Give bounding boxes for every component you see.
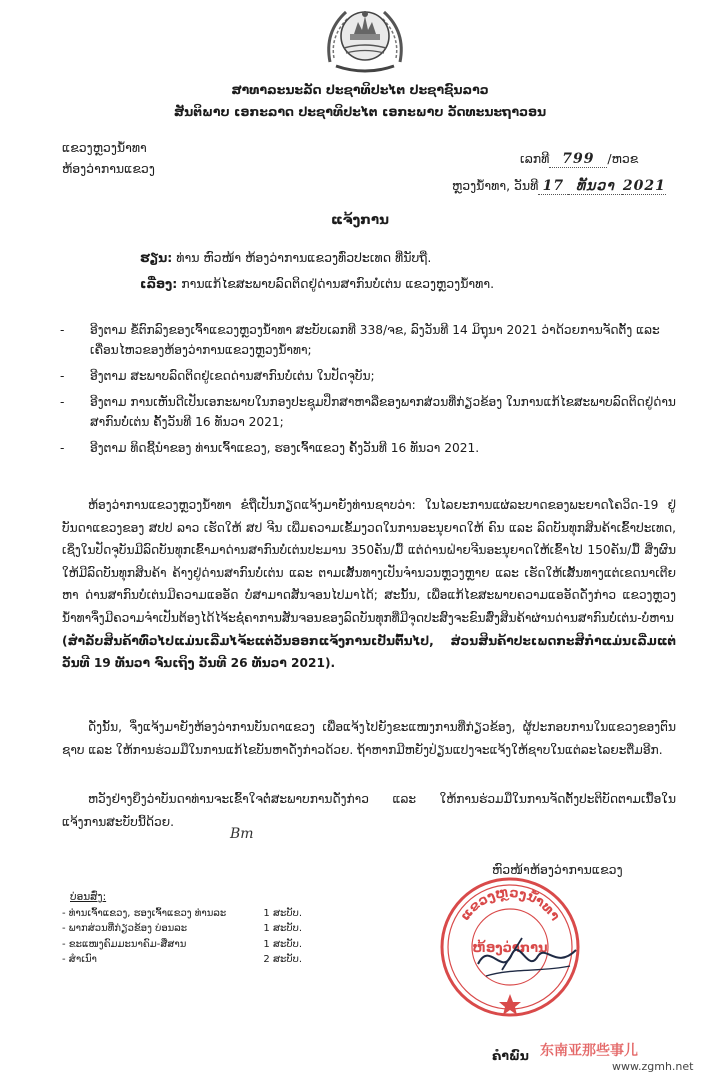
lao-national-emblem-icon bbox=[322, 2, 408, 78]
document-number bbox=[520, 151, 638, 168]
date-month: ທັນວາ bbox=[575, 178, 615, 194]
distribution-item: - ພາກສ່ວນທີ່ກ່ຽວຂ້ອງ ບ່ອນລະ 1 ສະບັບ. bbox=[62, 923, 302, 934]
place-date bbox=[452, 178, 666, 195]
country-name: ສາທາລະນະລັດ ປະຊາທິປະໄຕ ປະຊາຊົນລາວ bbox=[231, 82, 489, 97]
subject-text: ການແກ້ໄຂສະພາບລົດຕິດຢູ່ດ່ານສາກົນບໍ່ເຕ່ນ ແຂວງຫຼວງນ້ຳທາ. bbox=[181, 276, 495, 291]
sender-province: ແຂວງຫຼວງນ້ຳທາ bbox=[62, 140, 147, 155]
handwritten-signature bbox=[472, 930, 582, 990]
watermark-site: www.zgmh.net bbox=[612, 1060, 694, 1073]
signatory-title: ຫົວໜ້າຫ້ອງວ່າການແຂວງ bbox=[492, 862, 623, 877]
date-year: 2021 bbox=[622, 178, 666, 194]
watermark-text: 东南亚那些事儿 bbox=[540, 1043, 638, 1059]
document-number-label: ເລກທີ bbox=[520, 151, 550, 166]
national-motto: ສັນຕິພາບ ເອກະລາດ ປະຊາທິປະໄຕ ເອກະພາບ ວັດທະນະຖາວອນ bbox=[173, 104, 547, 119]
distribution-item: - ສຳເນົາ 2 ສະບັບ. bbox=[62, 954, 302, 965]
seal-top-text: ແຂວງຫຼວງນ້ຳທາ bbox=[457, 885, 563, 924]
place-date-label: ຫຼວງນ້ຳທາ, ວັນທີ bbox=[452, 178, 539, 193]
initial-signature: Bm bbox=[230, 826, 254, 842]
document-title: ແຈ້ງການ bbox=[330, 212, 390, 228]
body-paragraph-2: ດັ່ງນັ້ນ, ຈຶ່ງແຈ້ງມາຍັງຫ້ອງວ່າການບັນດາແຂວງ ເພື່ອແຈ້ງໄປຍັງຂະແໜງການທີ່ກ່ຽວຂ້ອງ, ຜູ້ປະກອບການໃນແຂວງຂອງຕົນຊາບ ແລະ ໃຫ້ການຮ່ວມມືໃນການແກ້ໄຂບັນຫາດັ່ງກ່າວດ້ວຍ. ຖ້າຫາກມີຫຍັງປ່ຽນແປງຈະແຈ້ງໃຫ້ຊາບໃນແຕ່ລະໄລຍະຕື່ມອີກ. bbox=[62, 720, 676, 757]
body-paragraph-3: ຫວັງຢ່າງຍິ່ງວ່າບັນດາທ່ານຈະເຂົ້າໃຈຕໍ່ສະພາບການດັ່ງກ່າວ ແລະ ໃຫ້ການຮ່ວມມືໃນການຈັດຕັ້ງປະຕິບັດຕາມເນື້ອໃນແຈ້ງການສະບັບນີ້ດ້ວຍ. bbox=[62, 792, 676, 829]
recipient-line bbox=[140, 250, 431, 265]
reference-item: - ອີງຕາມ ການເຫັນດີເປັນເອກະພາບໃນກອງປະຊຸມປຶກສາຫາລືຂອງພາກສ່ວນທີ່ກ່ຽວຂ້ອງ ໃນການແກ້ໄຂສະພາບລົດຕິດຢູ່ດ່ານສາກົນບໍ່ເຕ່ນ ຄັ້ງວັນທີ 16 ທັນວາ 2021; bbox=[60, 395, 676, 429]
document-number-suffix: /ຫວຂ bbox=[607, 151, 639, 166]
subject-label: ເລື່ອງ: bbox=[140, 276, 178, 291]
references-list bbox=[60, 320, 680, 464]
signatory-name: ຄຳພົນ bbox=[492, 1048, 529, 1063]
sender-office: ຫ້ອງວ່າການແຂວງ bbox=[62, 161, 155, 176]
reference-item: - ອີງຕາມ ຂໍ້ຕົກລົງຂອງເຈົ້າແຂວງຫຼວງນ້ຳທາ ສະບັບເລກທີ 338/ຈຂ, ລົງວັນທີ 14 ມິຖຸນາ 2021 ວ່າດ້ວຍການຈັດຕັ້ງ ແລະ ເຄື່ອນໄຫວຂອງຫ້ອງວ່າການແຂວງຫຼວງນ້ຳທາ; bbox=[60, 323, 660, 357]
document-number-value: 799 bbox=[562, 151, 595, 167]
reference-item: - ອີງຕາມ ທິດຊີ້ນຳຂອງ ທ່ານເຈົ້າແຂວງ, ຮອງເຈົ້າແຂວງ ຄັ້ງວັນທີ 16 ທັນວາ 2021. bbox=[60, 441, 480, 455]
recipient-label: ຮຽນ: bbox=[140, 250, 173, 265]
distribution-title: ບ່ອນສົ່ງ: bbox=[70, 891, 107, 903]
seal-center-text: ຫ້ອງວ່າການ bbox=[472, 941, 548, 956]
distribution-item: - ທ່ານເຈົ້າແຂວງ, ຮອງເຈົ້າແຂວງ ທ່ານລະ 1 ສະບັບ. bbox=[62, 907, 302, 919]
reference-item: - ອີງຕາມ ສະພາບລົດຕິດຢູ່ເຂດດ່ານສາກົນບໍ່ເຕ່ນ ໃນປັດຈຸບັນ; bbox=[60, 369, 375, 383]
body-paragraph-1: ຫ້ອງວ່າການແຂວງຫຼວງນ້ຳທາ ຂໍຖືເປັນກຽດແຈ້ງມາຍັງທ່ານຊາບວ່າ: ໃນໄລຍະການແຜ່ລະບາດຂອງພະຍາດໂຄວິດ-19 ຢູ່ບັນດາແຂວງຂອງ ສປປ ລາວ ເຮັດໃຫ້ ສປ ຈີນ ເພີ່ມຄວາມເຂັ້ມງວດໃນການອະນຸຍາດໃຫ້ ຄົນ ແລະ ລົດບັນທຸກສິນຄ້າເຂົ້າປະເທດ, ເຊິ່ງໃນປັດຈຸບັນມີລົດບັນທຸກເຂົ້າມາດ່ານສາກົນບໍ່ເຕ່ນປະມານ 350ຄັນ/ມື້ ແຕ່ດ່ານຝ່າຍຈີນອະນຸຍາດໃຫ້ເຂົ້າໄປ 150ຄັນ/ມື້ ສິ່ງຜົນໃຫ້ມີລົດບັນທຸກສິນຄ້າ ຄ້າງຢູ່ດ່ານສາກົນບໍ່ເຕ່ນ ແລະ ຕາມເສັ້ນທາງເປັນຈຳນວນຫຼວງຫຼາຍ ແລະ ເຮັດໃຫ້ເສັ້ນທາງແຕ່ເຂດນາເຕີຍ ຫາ ດ່ານສາກົນບໍ່ເຕ່ນມີຄວາມແອອັດ ບໍ່ສາມາດສັນຈອນໄປມາໄດ້; ສະນັ້ນ, ເພື່ອແກ້ໄຂສະພາບຄວາມແອອັດດັ່ງກ່າວ ແຂວງຫຼວງນ້ຳທາຈຶ່ງມີຄວາມຈຳເປັນຕ້ອງໄດ້ໄຈ້ະຊໍ່ຄາການສັນຈອນຂອງລົດບັນທຸກທີ່ມີຈຸດປະສົງຈະຂົນສົ່ງສິນຄ້າຜ່ານດ່ານສາກົນບໍ່ເຕ່ນ-ບໍ່ຫານ (ສຳລັບສິນຄ້າທົ່ວໄປແມ່ນເລີ່ມໄຈ້ະແຕ່ວັນອອກແຈ້ງການເປັນຕົ້ນໄປ, ສ່ວນສິນຄ້າປະເພດກະສິກຳແມ່ນເລີ່ມແຕ່ວັນທີ 19 ທັນວາ ຈົນເຖິງ ວັນທີ 26 ທັນວາ 2021). bbox=[62, 498, 676, 671]
date-day: 17 bbox=[542, 178, 565, 194]
recipient-text: ທ່ານ ຫົວໜ້າ ຫ້ອງວ່າການແຂວງທົ່ວປະເທດ ທີ່ນັບຖື. bbox=[176, 250, 432, 265]
body-paragraph-1-bold: (ສຳລັບສິນຄ້າທົ່ວໄປແມ່ນເລີ່ມໄຈ້ະແຕ່ວັນອອກແຈ້ງການເປັນຕົ້ນໄປ, ສ່ວນສິນຄ້າປະເພດກະສິກຳແມ່ນເລີ່ມແຕ່ວັນທີ 19 ທັນວາ ຈົນເຖິງ ວັນທີ 26 ທັນວາ 2021). bbox=[62, 633, 676, 671]
subject-line bbox=[140, 276, 494, 291]
distribution-list bbox=[62, 890, 302, 968]
distribution-item: - ຂະແໜງຄົມມະນາຄົມ-ສື່ສານ 1 ສະບັບ. bbox=[62, 938, 302, 950]
